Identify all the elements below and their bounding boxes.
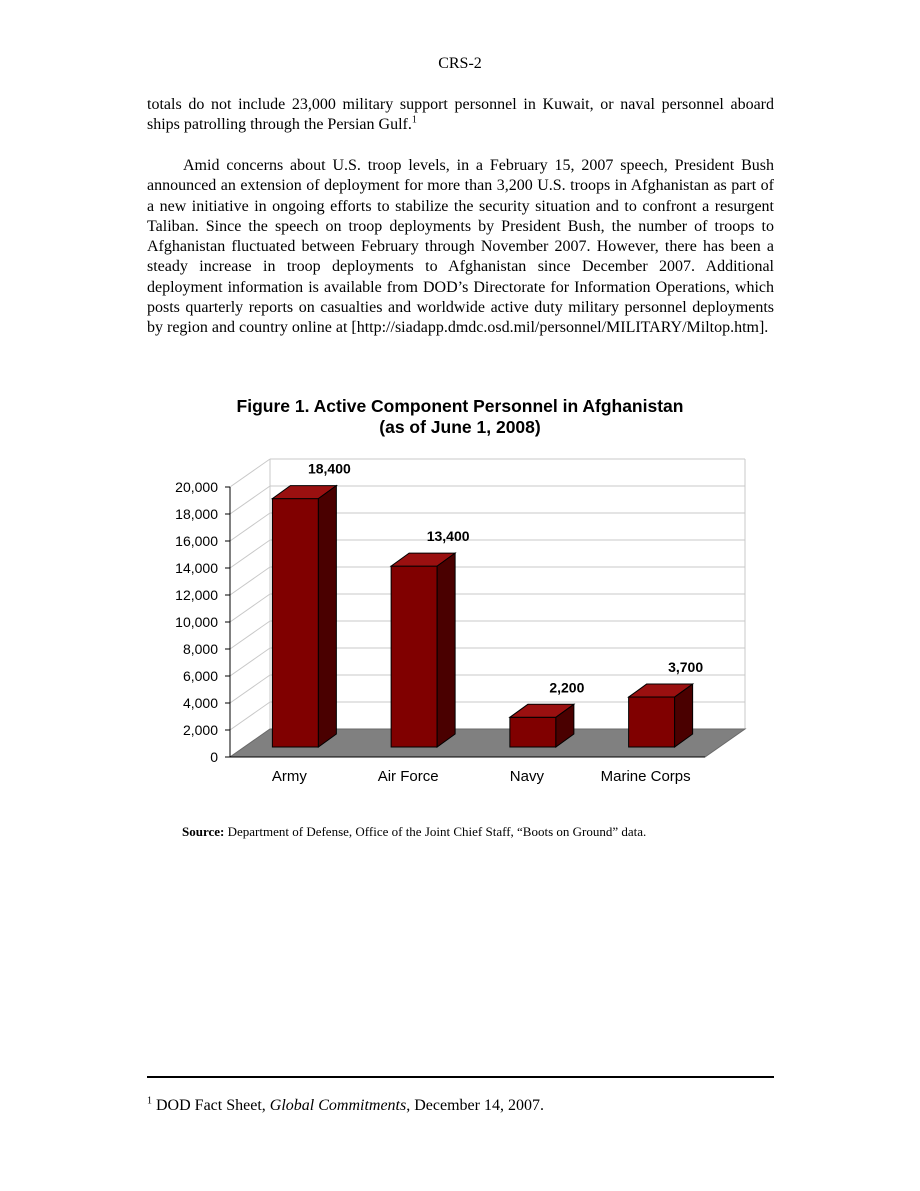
bar-army <box>272 499 318 747</box>
x-tick-label: Marine Corps <box>600 768 691 785</box>
data-label: 3,700 <box>668 659 704 676</box>
y-tick-label: 16,000 <box>175 533 218 549</box>
x-tick-label: Air Force <box>377 768 439 785</box>
bar-side <box>437 553 455 747</box>
figure-title-line-1: Figure 1. Active Component Personnel in Afghanistan <box>236 396 684 416</box>
chart-bars <box>272 486 692 747</box>
bar-navy <box>510 717 556 747</box>
gridline-depth <box>230 648 270 676</box>
gridline-depth <box>230 459 270 487</box>
gridline-depth <box>230 513 270 541</box>
y-tick-label: 4,000 <box>182 695 218 711</box>
y-tick-label: 20,000 <box>175 479 218 495</box>
gridline-depth <box>230 567 270 595</box>
y-tick-label: 2,000 <box>182 722 218 738</box>
gridline-depth <box>230 594 270 622</box>
gridline-depth <box>230 540 270 568</box>
y-tick-label: 12,000 <box>175 587 218 603</box>
bar-marine-corps <box>629 697 675 747</box>
body-paragraph-1-text: totals do not include 23,000 military support personnel in Kuwait, or naval personnel aboard ships patrolling through the Persian Gulf. <box>147 96 774 134</box>
source-label: Source: <box>182 824 225 839</box>
source-note <box>182 824 646 840</box>
data-label: 2,200 <box>549 679 585 696</box>
data-label: 13,400 <box>426 528 470 545</box>
x-tick-label: Army <box>271 768 307 785</box>
footnote-reference: 1 <box>411 114 417 126</box>
y-tick-label: 10,000 <box>175 614 218 630</box>
footnote-divider <box>147 1076 774 1078</box>
y-tick-label: 0 <box>210 749 218 765</box>
body-paragraph-2: Amid concerns about U.S. troop levels, in a February 15, 2007 speech, President Bush announced an extension of deployment for more than 3,200 U.S. troops in Afghanistan as part of a new initiative in ongoing efforts to stabilize the security situation and to confront a resurgent Taliban. Since the speech on troop deployments by President Bush, the number of troops to Afghanistan fluctuated between February through November 2007. However, there has been a steady increase in troop deployments to Afghanistan since December 2007. Additional deployment information is available from DOD’s Directorate for Information Operations, which posts quarterly reports on casualties and worldwide active duty military personnel deployments by region and country online at [http://siadapp.dmdc.osd.mil/personnel/MILITARY/Miltop.htm]. <box>147 157 774 337</box>
y-tick-label: 14,000 <box>175 560 218 576</box>
footnote-text-italic: Global Commitments <box>269 1097 407 1114</box>
bar-side <box>318 486 336 747</box>
gridline-depth <box>230 702 270 730</box>
footnote-text-before: DOD Fact Sheet, <box>152 1097 270 1114</box>
gridline-depth <box>230 621 270 649</box>
y-tick-label: 18,000 <box>175 506 218 522</box>
footnote-text-after: , December 14, 2007. <box>406 1097 544 1114</box>
gridline-depth <box>230 486 270 514</box>
footnote <box>147 1097 544 1115</box>
data-label: 18,400 <box>307 460 351 477</box>
footnote-number: 1 <box>147 1095 152 1107</box>
y-tick-label: 8,000 <box>182 641 218 657</box>
figure-title-line-2: (as of June 1, 2008) <box>379 417 541 437</box>
page-number: CRS-2 <box>438 55 482 72</box>
source-text: Department of Defense, Office of the Joint Chief Staff, “Boots on Ground” data. <box>224 824 647 839</box>
gridline-depth <box>230 675 270 703</box>
x-tick-label: Navy <box>509 768 544 785</box>
bar-air-force <box>391 566 437 747</box>
y-tick-label: 6,000 <box>182 668 218 684</box>
